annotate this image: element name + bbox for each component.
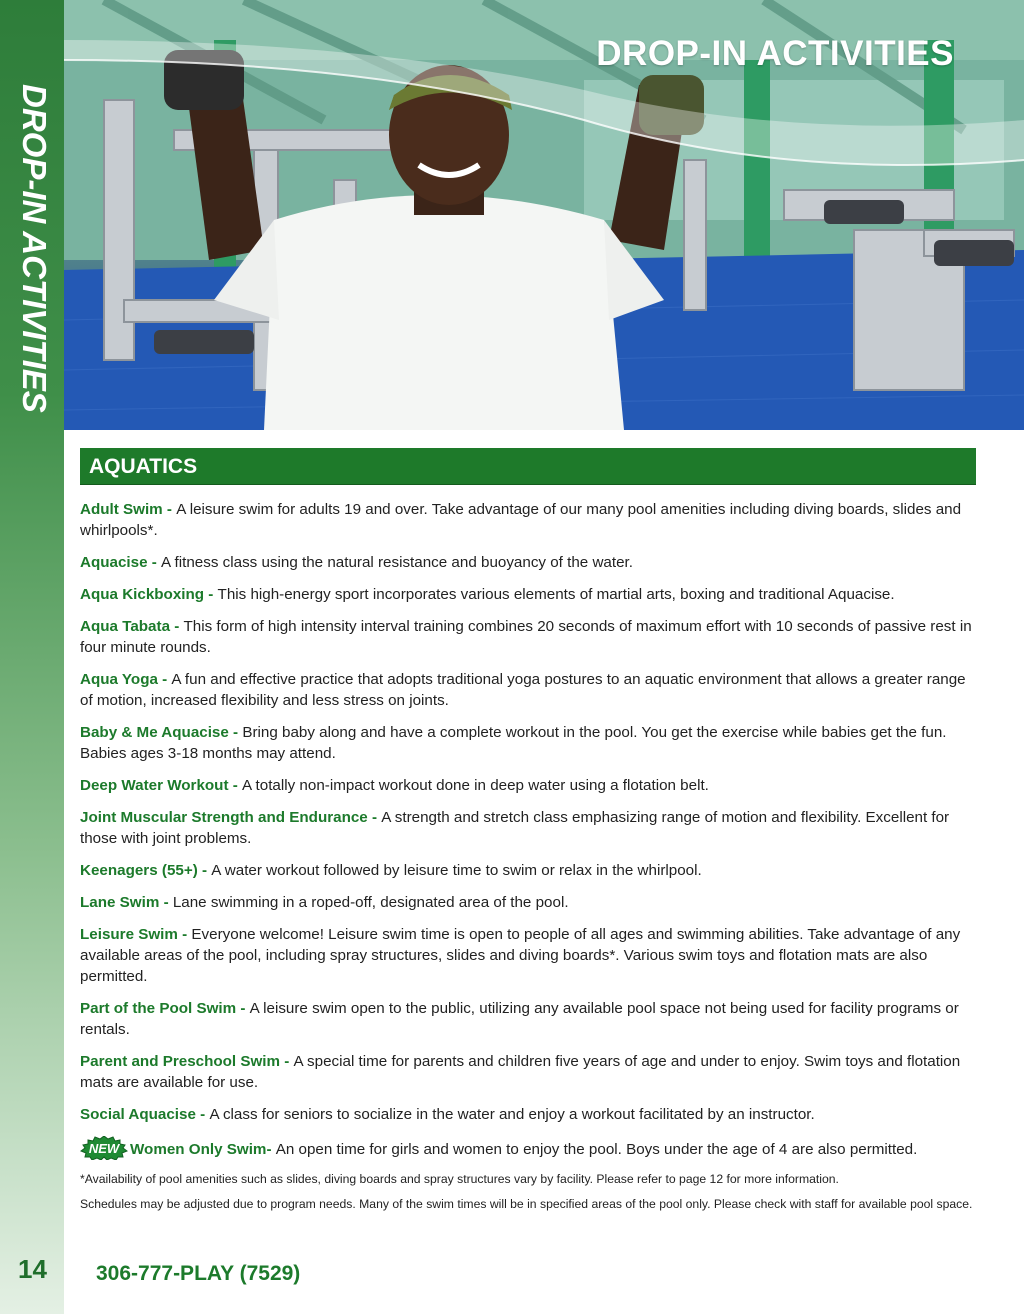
new-badge-label: NEW xyxy=(88,1141,120,1156)
main-content xyxy=(80,448,976,1213)
page-number: 14 xyxy=(18,1254,47,1284)
activity-list xyxy=(80,499,976,1160)
phone-number: 306-777-PLAY (7529) xyxy=(96,1262,301,1285)
list-item: Part of the Pool Swim - A leisure swim open to the public, utilizing any available pool space not being used for facility programs or rentals. xyxy=(80,1000,959,1038)
activity-description: This high-energy sport incorporates various elements of martial arts, boxing and traditional Aquacise. xyxy=(217,586,895,603)
activity-description: A totally non-impact workout done in deep water using a flotation belt. xyxy=(242,777,709,794)
activity-name: Keenagers (55+) xyxy=(80,862,198,879)
list-item: Lane Swim - Lane swimming in a roped-off, designated area of the pool. xyxy=(80,894,569,911)
list-item: Aqua Kickboxing - This high-energy sport incorporates various elements of martial arts, boxing and traditional Aquacise. xyxy=(80,586,895,603)
activity-name: Aqua Yoga xyxy=(80,671,158,688)
activity-name: Aquacise xyxy=(80,554,148,571)
list-item: Deep Water Workout - A totally non-impact workout done in deep water using a flotation belt. xyxy=(80,777,709,794)
list-item: Keenagers (55+) - A water workout followed by leisure time to swim or relax in the whirlpool. xyxy=(80,862,702,879)
activity-description: This form of high intensity interval training combines 20 seconds of maximum effort with 10 seconds of passive rest in four minute rounds. xyxy=(80,618,972,656)
list-item: Social Aquacise - A class for seniors to socialize in the water and enjoy a workout facilitated by an instructor. xyxy=(80,1106,815,1123)
list-item: Adult Swim - A leisure swim for adults 19 and over. Take advantage of our many pool amenities including diving boards, slides and whirlpools*. xyxy=(80,501,962,539)
activity-description: A water workout followed by leisure time to swim or relax in the whirlpool. xyxy=(211,862,702,879)
hero-photo xyxy=(64,0,1024,430)
list-item-new: NEW Women Only Swim- An open time for girls and women to enjoy the pool. Boys under the age of 4 are also permitted. xyxy=(80,1136,976,1160)
activity-name: Lane Swim xyxy=(80,894,160,911)
activity-name: Social Aquacise xyxy=(80,1106,196,1123)
hero-title: DROP-IN ACTIVITIES xyxy=(596,34,954,73)
activity-description: Bring baby along and have a complete workout in the pool. You get the exercise while babies get the fun. Babies ages 3-18 months may attend. xyxy=(80,724,947,762)
list-item: Baby & Me Aquacise - Bring baby along and have a complete workout in the pool. You get the exercise while babies get the fun. Babies ages 3-18 months may attend. xyxy=(80,724,947,762)
list-item: Leisure Swim - Everyone welcome! Leisure swim time is open to people of all ages and swimming abilities. Take advantage of any available areas of the pool, including spray structures, slides and diving boards*. Various swim toys and flotation mats are also permitted. xyxy=(80,926,961,985)
activity-description: A leisure swim for adults 19 and over. Take advantage of our many pool amenities including diving boards, slides and whirlpools*. xyxy=(80,501,962,539)
activity-name: Deep Water Workout xyxy=(80,777,229,794)
side-bar xyxy=(0,0,64,1314)
activity-description: A leisure swim open to the public, utilizing any available pool space not being used for facility programs or rentals. xyxy=(80,1000,959,1038)
section-header-aquatics: AQUATICS xyxy=(80,448,976,485)
activity-description: A fitness class using the natural resistance and buoyancy of the water. xyxy=(161,554,633,571)
activity-description: Lane swimming in a roped-off, designated area of the pool. xyxy=(172,894,569,911)
list-item: Aquacise - A fitness class using the natural resistance and buoyancy of the water. xyxy=(80,554,633,571)
activity-description: A special time for parents and children five years of age and under to enjoy. Swim toys and flotation mats are available for use. xyxy=(80,1053,961,1091)
activity-description: Everyone welcome! Leisure swim time is open to people of all ages and swimming abilities. Take advantage of any available areas of the pool, including spray structures, slides and diving boards*. Various swim toys and flotation mats are also permitted. xyxy=(80,926,961,985)
activity-name: Parent and Preschool Swim xyxy=(80,1053,281,1070)
activity-name: Women Only Swim xyxy=(130,1141,267,1158)
activity-description: A class for seniors to socialize in the water and enjoy a workout facilitated by an instructor. xyxy=(209,1106,815,1123)
footnote-amenities: *Availability of pool amenities such as slides, diving boards and spray structures vary by facility. Please refer to page 12 for more information. xyxy=(80,1172,839,1186)
new-badge-icon xyxy=(80,1136,128,1160)
activity-name: Baby & Me Aquacise xyxy=(80,724,229,741)
list-item: Parent and Preschool Swim - A special time for parents and children five years of age and under to enjoy. Swim toys and flotation mats are available for use. xyxy=(80,1053,961,1091)
activity-name: Joint Muscular Strength and Endurance xyxy=(80,809,368,826)
list-item: Aqua Tabata - This form of high intensity interval training combines 20 seconds of maximum effort with 10 seconds of passive rest in four minute rounds. xyxy=(80,618,972,656)
activity-name: Adult Swim xyxy=(80,501,163,518)
side-title: DROP-IN ACTIVITIES xyxy=(16,84,53,413)
activity-name: Leisure Swim xyxy=(80,926,178,943)
footnote-schedules: Schedules may be adjusted due to program needs. Many of the swim times will be in specified areas of the pool only. Please check with staff for available pool space. xyxy=(80,1197,973,1211)
list-item: Aqua Yoga - A fun and effective practice that adopts traditional yoga postures to an aquatic environment that allows a greater range of motion, increased flexibility and less stress on joints. xyxy=(80,671,966,709)
activity-name: Part of the Pool Swim xyxy=(80,1000,237,1017)
list-item: Joint Muscular Strength and Endurance - A strength and stretch class emphasizing range of motion and flexibility. Excellent for those with joint problems. xyxy=(80,809,950,847)
activity-description: An open time for girls and women to enjoy the pool. Boys under the age of 4 are also permitted. xyxy=(275,1141,918,1158)
activity-name: Aqua Tabata xyxy=(80,618,171,635)
activity-description: A strength and stretch class emphasizing range of motion and flexibility. Excellent for those with joint problems. xyxy=(80,809,950,847)
activity-name: Aqua Kickboxing xyxy=(80,586,205,603)
activity-description: A fun and effective practice that adopts traditional yoga postures to an aquatic environment that allows a greater range of motion, increased flexibility and less stress on joints. xyxy=(80,671,966,709)
